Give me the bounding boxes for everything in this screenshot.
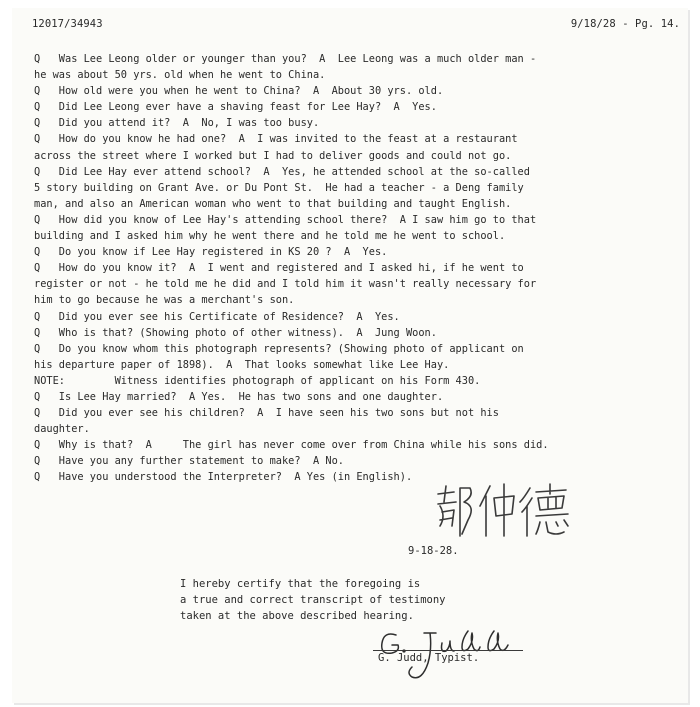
signature-line <box>373 650 523 651</box>
transcript-line: building and I asked him why he went there and he told me he went to school. <box>34 230 506 243</box>
certification-line: taken at the above described hearing. <box>180 610 414 622</box>
transcript-line: 5 story building on Grant Ave. or Du Pont St. He had a teacher - a Deng family <box>34 181 524 194</box>
transcript-line: Q Do you know whom this photograph represents? (Showing photo of applicant on <box>34 342 524 355</box>
certification-line: a true and correct transcript of testimony <box>180 594 446 606</box>
transcript-line: his departure paper of 1898). A That looks somewhat like Lee Hay. <box>34 358 450 371</box>
date-page-number: 9/18/28 - Pg. 14. <box>570 18 680 30</box>
transcript-line: across the street where I worked but I had to deliver goods and could not go. <box>34 149 512 162</box>
transcript-line: Q Why is that? A The girl has never come over from China while his sons did. <box>34 439 549 452</box>
certification-statement <box>180 576 446 624</box>
transcript-line: Q Who is that? (Showing photo of other witness). A Jung Woon. <box>34 326 437 339</box>
file-number: 12017/34943 <box>32 18 103 30</box>
certification-line: I hereby certify that the foregoing is <box>180 578 421 590</box>
signature-date: 9-18-28. <box>408 545 459 557</box>
transcript-line: Q Have you understood the Interpreter? A Yes (in English). <box>34 471 413 484</box>
transcript-line: Q Did you ever see his children? A I have seen his two sons but not his <box>34 407 499 420</box>
transcript-line: Q How did you know of Lee Hay's attending school there? A I saw him go to that <box>34 213 537 226</box>
transcript-line: Q How do you know he had one? A I was invited to the feast at a restaurant <box>34 133 518 146</box>
chinese-signature <box>432 480 578 538</box>
transcript-line: Q Did Lee Hay ever attend school? A Yes, he attended school at the so-called <box>34 165 530 178</box>
transcript-line: Q How old were you when he went to China? A About 30 yrs. old. <box>34 85 444 98</box>
transcript-line: Q Was Lee Leong older or younger than you? A Lee Leong was a much older man - <box>34 53 537 65</box>
transcript-line: daughter. <box>34 423 90 436</box>
typist-name: G. Judd, Typist. <box>378 652 480 664</box>
transcript-body <box>34 51 690 486</box>
transcript-line: Q Is Lee Hay married? A Yes. He has two sons and one daughter. <box>34 390 444 403</box>
transcript-line: him to go because he was a merchant's son. <box>34 294 295 307</box>
transcript-line: Q Did Lee Leong ever have a shaving feast for Lee Hay? A Yes. <box>34 101 437 114</box>
transcript-line: man, and also an American woman who went to that building and taught English. <box>34 197 512 210</box>
transcript-line: Q Do you know if Lee Hay registered in KS 20 ? A Yes. <box>34 246 388 259</box>
transcript-line: Q Did you attend it? A No, I was too busy. <box>34 117 320 130</box>
transcript-line: Q Have you any further statement to make? A No. <box>34 455 344 468</box>
transcript-note: NOTE: Witness identifies photograph of applicant on his Form 430. <box>34 374 481 387</box>
transcript-line: he was about 50 yrs. old when he went to China. <box>34 69 326 82</box>
transcript-line: Q How do you know it? A I went and registered and I asked hi, if he went to <box>34 262 524 275</box>
transcript-line: Q Did you ever see his Certificate of Residence? A Yes. <box>34 310 400 323</box>
transcript-line: register or not - he told me he did and I told him it wasn't really necessary for <box>34 278 537 291</box>
